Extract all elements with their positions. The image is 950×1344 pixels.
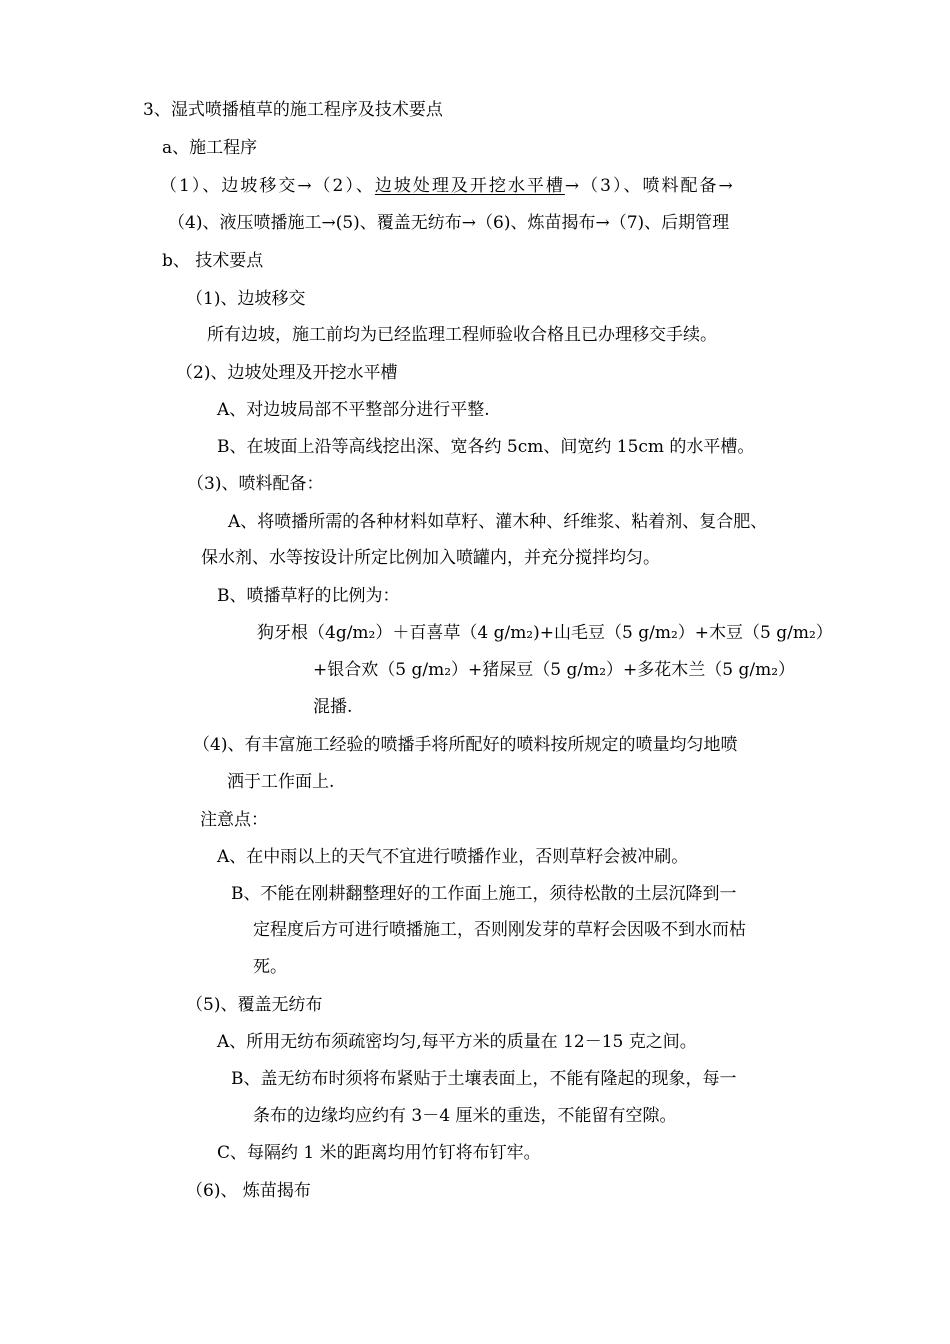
point-5-item-c: C、每隔约 1 米的距离均用竹钉将布钉牢。 — [217, 1143, 541, 1163]
point-3-item-b: B、喷播草籽的比例为： — [217, 586, 400, 606]
point-5-title: （5)、覆盖无纺布 — [186, 995, 323, 1015]
point-1-title: （1)、边坡移交 — [186, 289, 306, 309]
note-item-b-line-3: 死。 — [253, 957, 287, 977]
note-item-b-line-1: B、不能在刚耕翻整理好的工作面上施工，须待松散的土层沉降到一 — [231, 884, 737, 904]
section-heading: 3、湿式喷播植草的施工程序及技术要点 — [143, 100, 443, 120]
point-5-item-b-line-1: B、盖无纺布时须将布紧贴于土壤表面上，不能有隆起的现象，每一 — [231, 1069, 737, 1089]
procedure-flow-line-2: （4)、液压喷播施工→(5)、覆盖无纺布→（6)、炼苗揭布→（7)、后期管理 — [168, 213, 730, 233]
point-3-title: （3)、喷料配备： — [187, 474, 324, 494]
construction-procedure-heading: a、施工程序 — [162, 138, 258, 158]
point-2-item-b: B、在坡面上沿等高线挖出深、宽各约 5cm、间宽约 15cm 的水平槽。 — [217, 437, 755, 457]
point-6-title: （6)、 炼苗揭布 — [186, 1181, 311, 1201]
note-item-b-line-2: 定程度后方可进行喷播施工，否则刚发芽的草籽会因吸不到水而枯 — [253, 920, 746, 940]
point-2-title: （2)、边坡处理及开挖水平槽 — [176, 363, 398, 383]
point-3-item-a-line-2: 保水剂、水等按设计所定比例加入喷罐内，并充分搅拌均匀。 — [201, 548, 660, 568]
point-5-item-b-line-2: 条布的边缘均应约有 3－4 厘米的重迭，不能留有空隙。 — [253, 1106, 677, 1126]
seed-mix-line-2: +银合欢（5 g/m₂）+猪屎豆（5 g/m₂）+多花木兰（5 g/m₂） — [313, 660, 796, 680]
point-2-item-a: A、对边坡局部不平整部分进行平整. — [217, 400, 490, 420]
point-5-item-a: A、所用无纺布须疏密均匀,每平方米的质量在 12－15 克之间。 — [217, 1032, 697, 1052]
point-4-title-continued: 洒于工作面上. — [227, 772, 335, 792]
seed-mix-line-1: 狗牙根（4g/m₂）＋百喜草（4 g/m₂)+山毛豆（5 g/m₂）+木豆（5 g/m₂） — [257, 623, 833, 643]
seed-mix-line-3: 混播. — [313, 697, 353, 717]
technical-points-heading: b、 技术要点 — [162, 251, 264, 271]
flow-step-2-underlined: 边坡处理及开挖水平槽 — [374, 176, 565, 196]
point-3-item-a-line-1: A、将喷播所需的各种材料如草籽、灌木种、纤维浆、粘着剂、复合肥、 — [228, 512, 768, 532]
flow-step-1: （1）、边坡移交→（2）、 — [160, 176, 375, 196]
note-item-a: A、在中雨以上的天气不宜进行喷播作业，否则草籽会被冲刷。 — [217, 847, 689, 867]
procedure-flow-line-1 — [160, 174, 735, 198]
notes-heading: 注意点： — [200, 810, 268, 830]
flow-step-3: →（3）、喷料配备→ — [564, 176, 735, 196]
point-1-text: 所有边坡，施工前均为已经监理工程师验收合格且已办理移交手续。 — [207, 325, 717, 345]
point-4-title: （4)、有丰富施工经验的喷播手将所配好的喷料按所规定的喷量均匀地喷 — [193, 735, 738, 755]
